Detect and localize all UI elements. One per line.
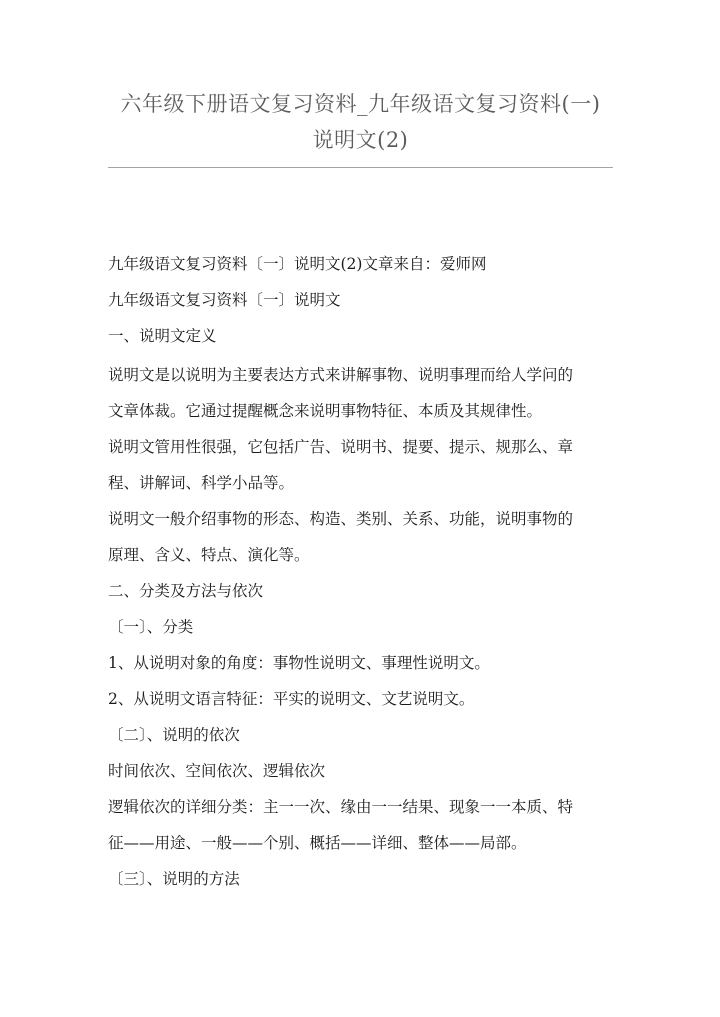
classification-item-2: 2、从说明文语言特征：平实的说明文、文艺说明文。 bbox=[108, 690, 475, 708]
subheading-classification: 〔一〕、分类 bbox=[108, 618, 194, 636]
logic-line-1: 逻辑依次的详细分类：主一一次、缘由一一结果、现象一一本质、特 bbox=[108, 798, 574, 816]
document-body bbox=[108, 249, 613, 897]
section-heading-classification-block bbox=[108, 573, 613, 789]
usage-line-1: 说明文管用性很强，它包括广告、说明书、提要、提示、规那么、章 bbox=[108, 438, 574, 456]
title-line-1: 六年级下册语文复习资料_九年级语文复习资料(一) bbox=[120, 92, 601, 116]
title-line-2: 说明文(2) bbox=[312, 128, 409, 152]
document-title bbox=[108, 86, 613, 158]
definition-paragraph bbox=[108, 357, 613, 429]
section-heading-definition: 一、说明文定义 bbox=[108, 327, 217, 345]
content-line-2: 原理、含义、特点、演化等。 bbox=[108, 546, 310, 564]
content-paragraph bbox=[108, 501, 613, 573]
order-types: 时间依次、空间依次、逻辑依次 bbox=[108, 762, 326, 780]
usage-paragraph bbox=[108, 429, 613, 501]
source-line: 九年级语文复习资料〔一〕说明文(2)文章来自：爱师网 bbox=[108, 255, 487, 273]
subtitle-line: 九年级语文复习资料〔一〕说明文 bbox=[108, 291, 341, 309]
classification-item-1: 1、从说明对象的角度：事物性说明文、事理性说明文。 bbox=[108, 654, 490, 672]
section-heading-classification: 二、分类及方法与依次 bbox=[108, 582, 264, 600]
definition-line-1: 说明文是以说明为主要表达方式来讲解事物、说明事理而给人学问的 bbox=[108, 366, 574, 384]
methods-block bbox=[108, 861, 613, 897]
subheading-order: 〔二〕、说明的依次 bbox=[108, 726, 240, 744]
definition-line-2: 文章体裁。它通过提醒概念来说明事物特征、本质及其规律性。 bbox=[108, 402, 543, 420]
usage-line-2: 程、讲解词、科学小品等。 bbox=[108, 474, 295, 492]
title-divider bbox=[108, 167, 613, 168]
logic-line-2: 征——用途、一般——个别、概括——详细、整体——局部。 bbox=[108, 834, 527, 852]
content-line-1: 说明文一般介绍事物的形态、构造、类别、关系、功能，说明事物的 bbox=[108, 510, 574, 528]
subheading-methods: 〔三〕、说明的方法 bbox=[108, 870, 240, 888]
logic-paragraph bbox=[108, 789, 613, 861]
